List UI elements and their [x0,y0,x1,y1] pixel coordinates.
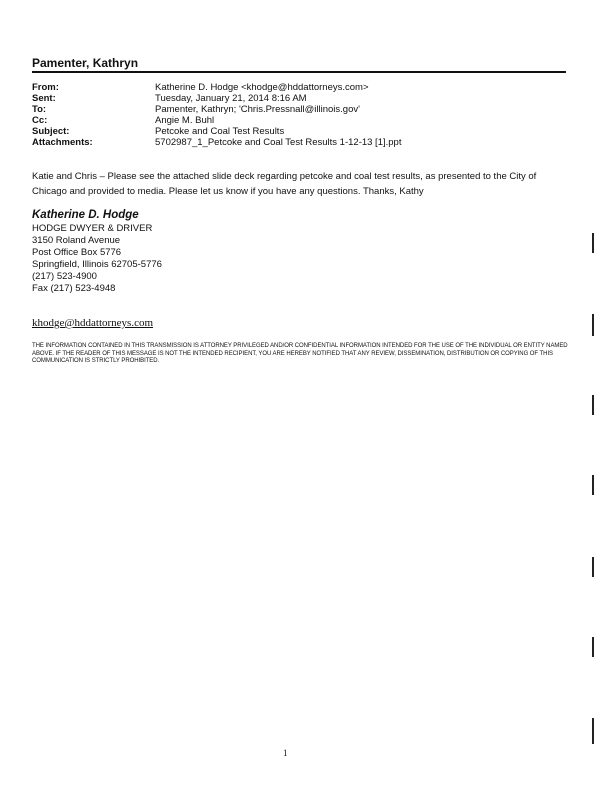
signature-po-box: Post Office Box 5776 [32,247,122,258]
scan-margin-mark [592,637,594,657]
signature-firm: HODGE DWYER & DRIVER [32,223,153,234]
subject-value: Petcoke and Coal Test Results [155,126,285,137]
from-label: From: [32,82,59,93]
scan-margin-mark [592,395,594,415]
scan-margin-mark [592,233,594,253]
header-name: Pamenter, Kathryn [32,56,139,70]
signature-name: Katherine D. Hodge [32,209,139,221]
attachments-label: Attachments: [32,137,93,148]
header-divider [32,71,566,73]
scan-margin-mark [592,314,594,336]
signature-street: 3150 Roland Avenue [32,235,121,246]
message-body: Katie and Chris – Please see the attached slide deck regarding petcoke and coal test results, as presented to the City of Chicago and provided to media. Please let us know if you have any questions. Thanks, Kathy [32,171,537,197]
scan-margin-mark [592,718,594,744]
sent-value: Tuesday, January 21, 2014 8:16 AM [155,93,307,104]
signature-phone: (217) 523-4900 [32,271,97,282]
to-value: Pamenter, Kathryn; 'Chris.Pressnall@illinois.gov' [155,104,360,115]
scan-margin-mark [592,475,594,495]
confidentiality-disclaimer: THE INFORMATION CONTAINED IN THIS TRANSMISSION IS ATTORNEY PRIVILEGED AND/OR CONFIDENTIAL INFORMATION INTENDED FOR THE USE OF THE INDIVIDUAL OR ENTITY NAMED ABOVE. IF THE READER OF THIS MESSAGE IS NOT THE INTENDED RECIPIENT, YOU ARE HEREBY NOTIFIED THAT ANY REVIEW, DISSEMINATION, DISTRIBUTION OR COPYING OF THIS COMMUNICATION IS STRICTLY PROHIBITED. [32,343,568,364]
attachment-link[interactable]: 5702987_1_Petcoke and Coal Test Results 1-12-13 [1].ppt [155,137,402,148]
subject-label: Subject: [32,126,70,137]
cc-label: Cc: [32,115,48,126]
to-label: To: [32,104,47,115]
from-value: Katherine D. Hodge <khodge@hddattorneys.com> [155,82,369,93]
signature-city: Springfield, Illinois 62705-5776 [32,259,162,270]
signature-fax: Fax (217) 523-4948 [32,283,116,294]
sent-label: Sent: [32,93,56,104]
cc-value: Angie M. Buhl [155,115,215,126]
scan-margin-mark [592,557,594,577]
signature-email-link[interactable]: khodge@hddattorneys.com [32,317,154,329]
page-number: 1 [283,748,288,758]
